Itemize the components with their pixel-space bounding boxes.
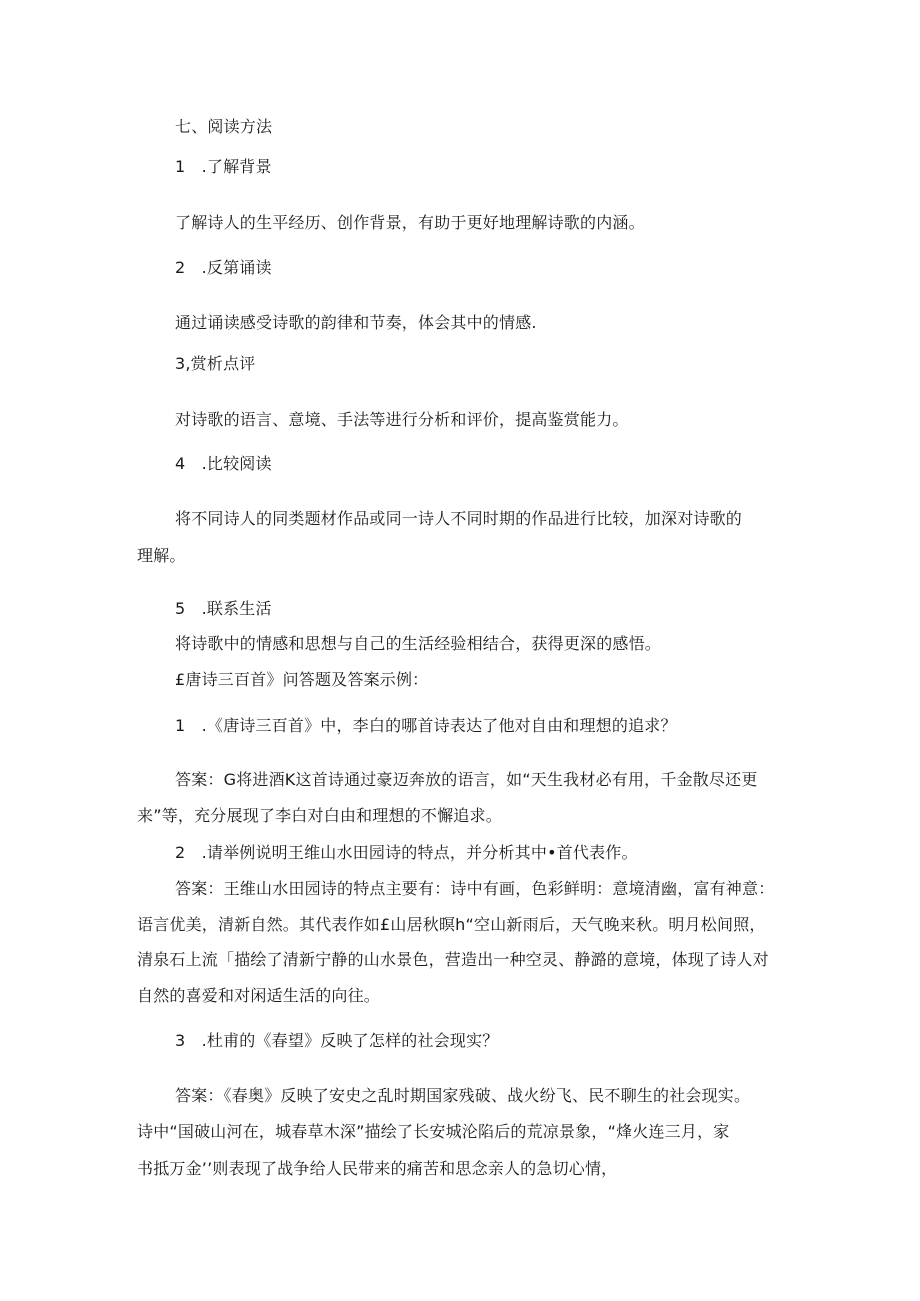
answer-3-line-1: 答案：《春奥》反映了安史之乱时期国家残破、战火纷飞、民不聊生的社会现实。 <box>175 1086 751 1105</box>
method-5-body: 将诗歌中的情感和思想与自己的生活经验相结合，获得更深的感悟。 <box>175 634 662 653</box>
method-3-body: 对诗歌的语言、意境、手法等进行分析和评价，提高鉴赏能力。 <box>175 410 629 429</box>
method-2-body: 通过诵读感受诗歌的韵律和节奏，体会其中的情感. <box>175 313 537 332</box>
method-3-title: 3,赏析点评 <box>175 354 256 373</box>
answer-2-line-1: 答案：王维山水田园诗的特点主要有：诗中有画，色彩鲜明：意境清幽，富有神意： <box>175 879 775 898</box>
method-1-title: 1 .了解背景 <box>175 157 272 176</box>
qa-intro: £唐诗三百首》问答题及答案示例： <box>175 670 429 689</box>
method-5-title: 5 .联系生活 <box>175 599 272 618</box>
question-2: 2 .请举例说明王维山水田园诗的特点，并分析其中•首代表作。 <box>175 843 638 862</box>
answer-2-line-3: 清泉石上流「描绘了清新宁静的山水景色，营造出一种空灵、静潞的意境，体现了诗人对 <box>137 950 769 969</box>
question-1: 1 .《唐诗三百首》中，李白的哪首诗表达了他对自由和理想的追求？ <box>175 716 677 735</box>
answer-2-line-4: 自然的喜爱和对闲适生活的向往。 <box>137 986 381 1005</box>
answer-1-line-1: 答案：G将进酒K这首诗通过豪迈奔放的语言，如“天生我材必有用，千金散尽还更 <box>175 770 758 789</box>
answer-2-line-2: 语言优美，清新自然。其代表作如£山居秋暝h“空山新雨后，天气晚来秋。明月松间照， <box>137 915 766 934</box>
answer-3-line-3: 书抵万金’’则表现了战争给人民带来的痛苦和思念亲人的急切心情， <box>137 1159 618 1178</box>
answer-1-line-2: 来”等，充分展现了李白对白由和理想的不懈追求。 <box>137 806 502 825</box>
answer-3-line-2: 诗中“国破山河在，城春草木深”描绘了长安城沦陷后的荒凉景象，“烽火连三月，家 <box>137 1122 730 1141</box>
question-3: 3 .杜甫的《春望》反映了怎样的社会现实？ <box>175 1031 499 1050</box>
method-4-title: 4 .比较阅读 <box>175 454 272 473</box>
method-4-body-line-2: 理解。 <box>137 546 186 565</box>
method-1-body: 了解诗人的生平经历、创作背景，有助于更好地理解诗歌的内涵。 <box>175 213 645 232</box>
method-4-body-line-1: 将不同诗人的同类题材作品或同一诗人不同时期的作品进行比较，加深对诗歌的 <box>175 509 743 528</box>
section-heading: 七、阅读方法 <box>175 117 273 136</box>
method-2-title: 2 .反第诵读 <box>175 258 272 277</box>
